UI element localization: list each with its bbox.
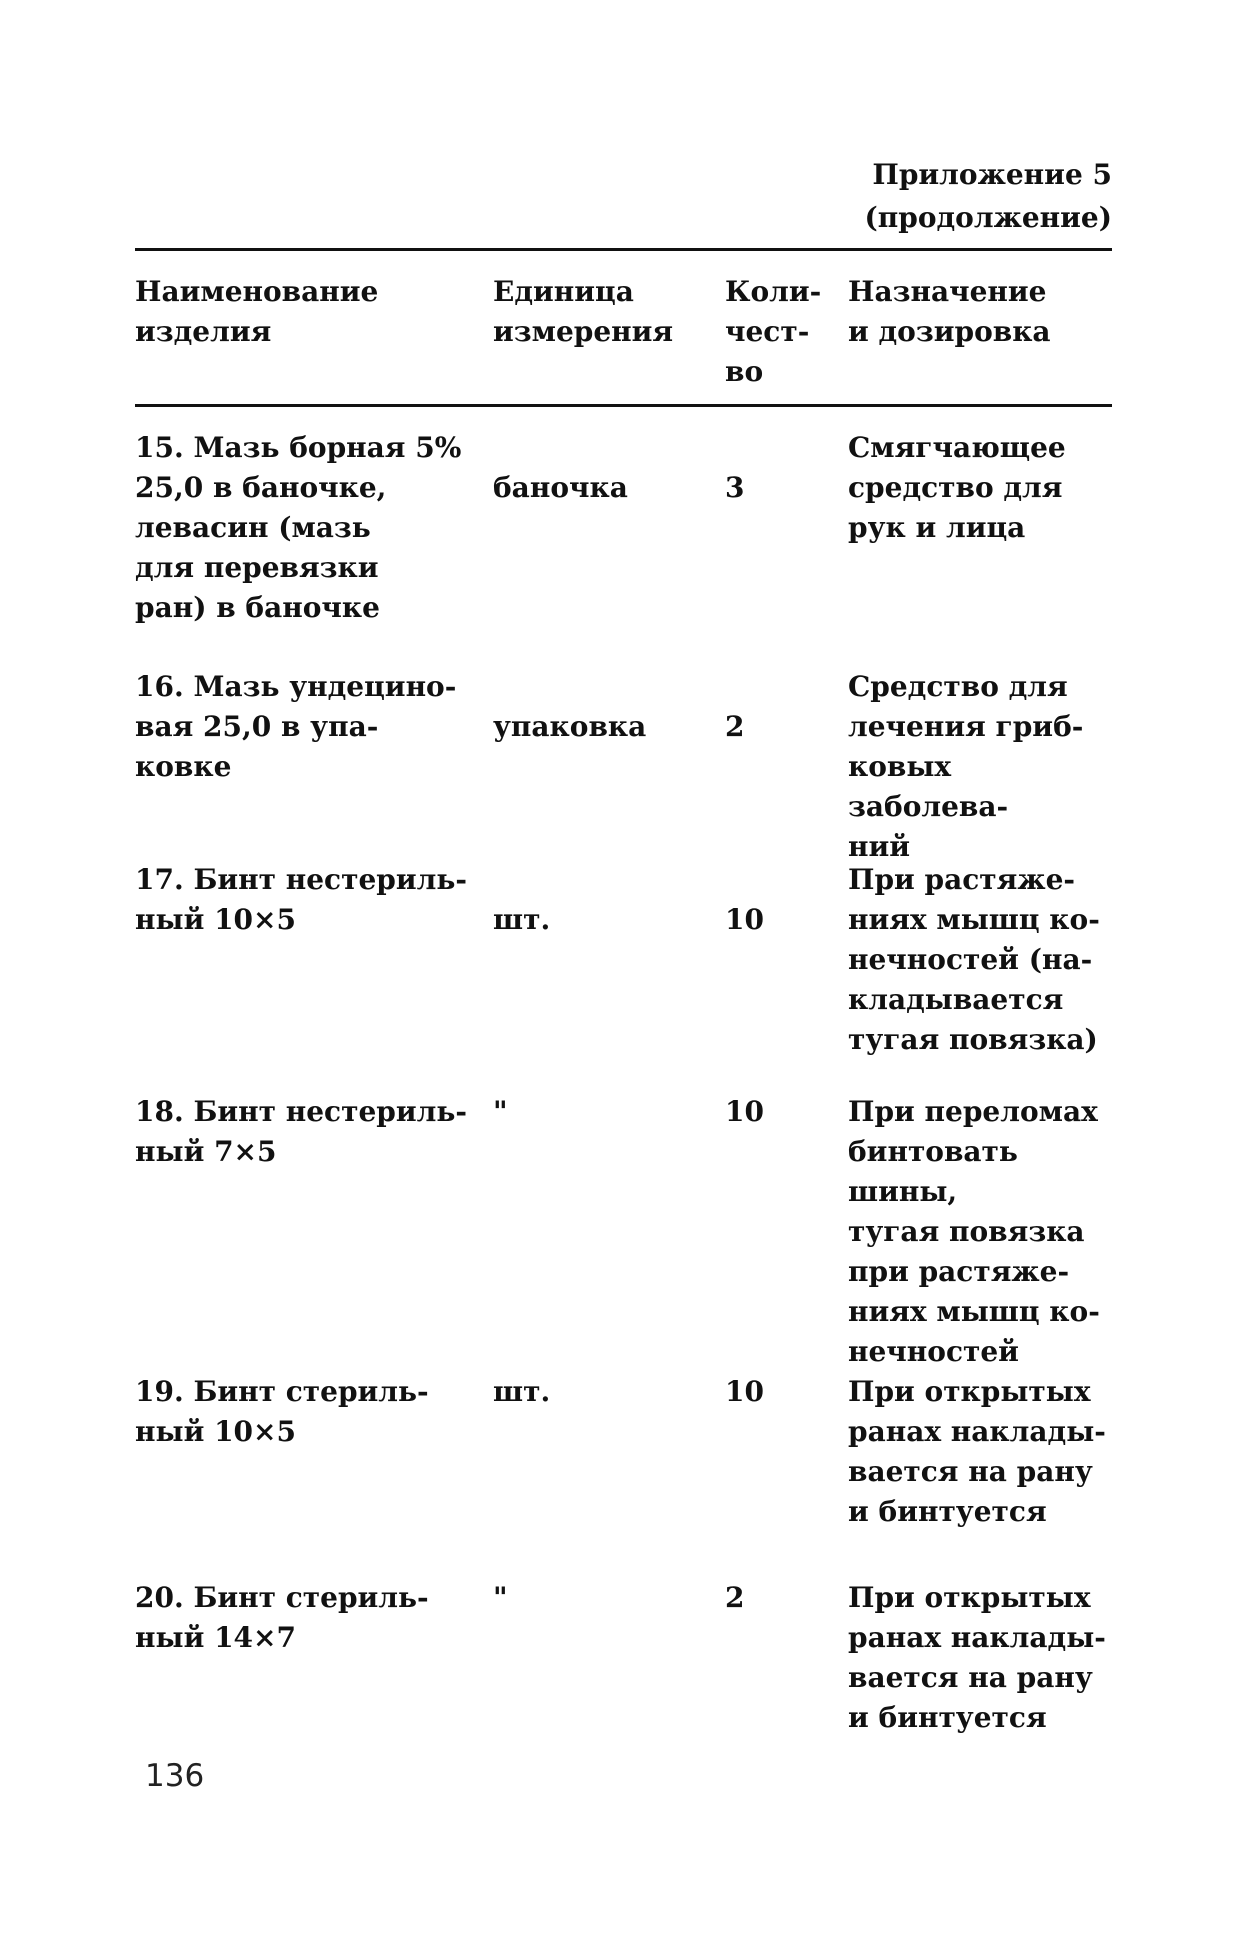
row-name: 16. Мазь ундецино- вая 25,0 в упа- ковке bbox=[135, 670, 457, 783]
table-header-rule bbox=[135, 404, 1112, 407]
row-use: При переломах бинтовать шины, тугая повязка при растяже- ниях мышц ко- нечностей bbox=[848, 1095, 1100, 1368]
row-qty: 3 bbox=[725, 471, 745, 504]
page-number: 136 bbox=[145, 1758, 205, 1794]
header-name: Наименование изделия bbox=[135, 275, 379, 348]
row-unit: баночка bbox=[493, 471, 628, 504]
row-name: 20. Бинт стериль- ный 14×7 bbox=[135, 1581, 429, 1654]
row-use: Смягчающее средство для рук и лица bbox=[848, 431, 1066, 544]
row-unit: шт. bbox=[493, 903, 551, 936]
table-top-rule bbox=[135, 248, 1112, 251]
row-name: 18. Бинт нестериль- ный 7×5 bbox=[135, 1095, 467, 1168]
row-use: При открытых ранах наклады- вается на рану и бинтуется bbox=[848, 1375, 1106, 1528]
row-name: 19. Бинт стериль- ный 10×5 bbox=[135, 1375, 429, 1448]
row-name: 17. Бинт нестериль- ный 10×5 bbox=[135, 863, 467, 936]
appendix-heading bbox=[865, 153, 1113, 239]
row-use: Средство для лечения гриб- ковых заболева- ний bbox=[848, 670, 1084, 863]
row-unit: шт. bbox=[493, 1375, 551, 1408]
row-unit: " bbox=[493, 1581, 508, 1614]
row-qty: 2 bbox=[725, 710, 745, 743]
row-unit: " bbox=[493, 1095, 508, 1128]
appendix-subtitle: (продолжение) bbox=[864, 201, 1112, 234]
appendix-title: Приложение 5 bbox=[872, 158, 1112, 191]
row-use: При открытых ранах наклады- вается на рану и бинтуется bbox=[848, 1581, 1106, 1734]
header-unit: Единица измерения bbox=[493, 275, 674, 348]
header-use: Назначение и дозировка bbox=[848, 275, 1051, 348]
row-qty: 10 bbox=[725, 1095, 764, 1128]
row-name: 15. Мазь борная 5% 25,0 в баночке, левасин (мазь для перевязки ран) в баночке bbox=[135, 431, 462, 624]
header-qty: Коли- чест- во bbox=[725, 275, 822, 388]
row-qty: 10 bbox=[725, 903, 764, 936]
row-unit: упаковка bbox=[493, 710, 647, 743]
row-qty: 10 bbox=[725, 1375, 764, 1408]
row-qty: 2 bbox=[725, 1581, 745, 1614]
row-use: При растяже- ниях мышц ко- нечностей (на- кладывается тугая повязка) bbox=[848, 863, 1100, 1056]
